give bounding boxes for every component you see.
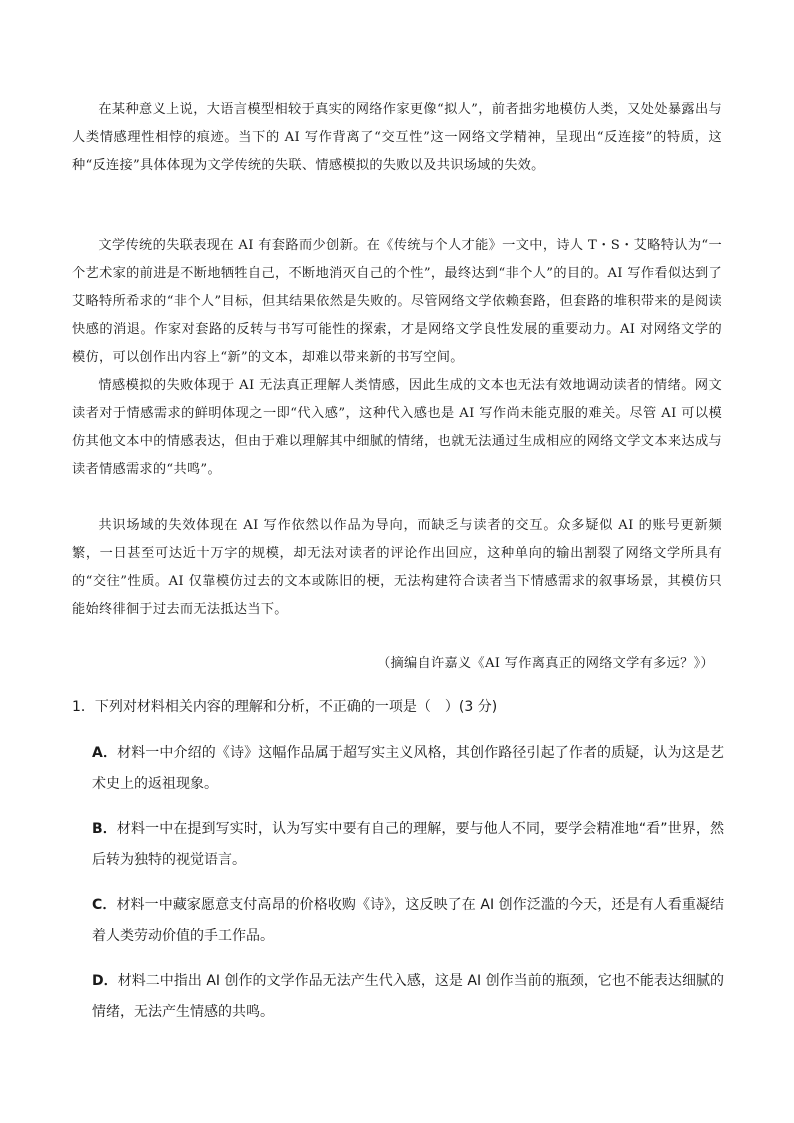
option-d	[92, 966, 724, 1028]
option-c	[92, 890, 724, 952]
passage-source: （摘编自许嘉义《AI 写作离真正的网络文学有多远？》）	[377, 656, 714, 671]
option-b-letter: B．	[92, 821, 117, 837]
question-number: 1．	[72, 699, 95, 715]
option-a-text: 材料一中介绍的《诗》这幅作品属于超写实主义风格，其创作路径引起了作者的质疑，认为这是艺术史上的返祖现象。	[92, 745, 724, 792]
passage-paragraph-1: 在某种意义上说，大语言模型相较于真实的网络作家更像“拟人”，前者拙劣地模仿人类，又处处暴露出与人类情感理性相悖的痕迹。当下的 AI 写作背离了“交互性”这一网络文学精神，呈现出“反连接”的特质，这种“反连接”具体体现为文学传统的失联、情感模拟的失败以及共识场域的失效。	[72, 102, 722, 173]
option-a	[92, 738, 724, 800]
option-b-text: 材料一中在提到写实时，认为写实中要有自己的理解，要与他人不同，要学会精准地“看”世界，然后转为独特的视觉语言。	[92, 821, 724, 868]
option-c-text: 材料一中藏家愿意支付高昂的价格收购《诗》，这反映了在 AI 创作泛滥的今天，还是有人看重凝结着人类劳动价值的手工作品。	[92, 897, 724, 944]
passage-paragraph-2: 文学传统的失联表现在 AI 有套路而少创新。在《传统与个人才能》一文中，诗人 T・S・艾略特认为“一个艺术家的前进是不断地牺牲自己，不断地消灭自己的个性”，最终达到“非个人”的目的。AI 写作看似达到了艾略特所希求的“非个人”目标，但其结果依然是失败的。尽管网络文学依赖套路，但套路的堆积带来的是阅读快感的消退。作家对套路的反转与书写可能性的探索，才是网络文学良性发展的重要动力。AI 对网络文学的模仿，可以创作出内容上“新”的文本，却难以带来新的书写空间。	[72, 238, 722, 365]
option-d-text: 材料二中指出 AI 创作的文学作品无法产生代入感，这是 AI 创作当前的瓶颈，它也不能表达细腻的情绪，无法产生情感的共鸣。	[92, 973, 725, 1020]
question-text: 下列对材料相关内容的理解和分析，不正确的一项是（ ）(3 分)	[94, 699, 498, 715]
option-c-letter: C．	[92, 897, 117, 913]
option-d-letter: D．	[92, 973, 118, 989]
question-stem	[72, 694, 722, 720]
option-b	[92, 814, 724, 876]
passage-paragraph-4: 共识场域的失效体现在 AI 写作依然以作品为导向，而缺乏与读者的交互。众多疑似 AI 的账号更新频繁，一日甚至可达近十万字的规模，却无法对读者的评论作出回应，这种单向的输出割裂了网络文学所具有的“交往”性质。AI 仅靠模仿过去的文本或陈旧的梗，无法构建符合读者当下情感需求的叙事场景，其模仿只能始终徘徊于过去而无法抵达当下。	[72, 518, 722, 617]
option-a-letter: A．	[92, 745, 118, 761]
passage-paragraph-3: 情感模拟的失败体现于 AI 无法真正理解人类情感，因此生成的文本也无法有效地调动读者的情绪。网文读者对于情感需求的鲜明体现之一即“代入感”，这种代入感也是 AI 写作尚未能克服的难关。尽管 AI 可以模仿其他文本中的情感表达，但由于难以理解其中细腻的情绪，也就无法通过生成相应的网络文学文本来达成与读者情感需求的“共鸣”。	[72, 378, 722, 477]
